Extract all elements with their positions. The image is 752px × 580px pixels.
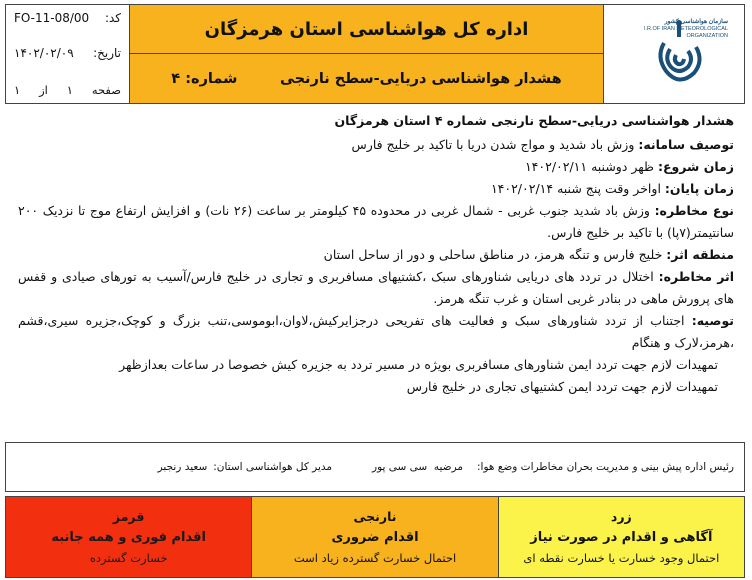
code-value: FO-11-08/00 [14,11,90,25]
level-orange-name: نارنجی [353,509,397,524]
warning-number: شماره: ۴ [171,70,238,87]
advice [18,310,734,354]
impact-label: اثر مخاطره: [658,269,734,284]
warning-subtitle: هشدار هواشناسی دریایی-سطح نارنجی [279,70,562,87]
level-orange [251,497,497,577]
level-yellow-desc: احتمال وجود خسارت یا خسارت نقطه ای [523,551,720,565]
level-red [6,497,251,577]
hazard-label: نوع مخاطره: [654,203,734,218]
date-value: ۱۴۰۲/۰۲/۰۹ [14,46,74,60]
level-red-name: قرمز [112,509,145,524]
advice-line-3: تمهیدات لازم جهت تردد ایمن کشتیهای تجاری در خلیج فارس [406,379,718,394]
director-label: مدیر کل هواشناسی استان: [213,461,333,473]
hazard-type [18,200,734,244]
director-name: سعید رنجبر [157,461,208,473]
forecast-head-label: رئیس اداره پیش بینی و مدیریت بحران مخاطرات وضع هوا: [477,461,734,473]
page-num: ۱ [66,83,73,97]
date-label: تاریخ: [93,46,121,60]
document-meta [6,5,130,103]
end-time [18,178,734,200]
affected-area [18,244,734,266]
page-of: از [39,83,48,97]
forecast-head-name: مرضیه سی سی پور [372,461,464,473]
page-total: ۱ [14,83,21,97]
level-red-action: اقدام فوری و همه جانبه [51,530,206,545]
warning-levels [5,496,745,578]
area-text: خلیج فارس و تنگه هرمز، در مناطق ساحلی و دور از ساحل استان [323,247,667,262]
level-red-desc: خسارت گسترده [89,551,168,565]
page-word: صفحه [91,83,121,97]
system-text: وزش باد شدید و مواج شدن دریا با تاکید بر خلیج فارس [351,137,639,152]
warning-body [18,110,734,398]
start-text: ظهر دوشنبه ۱۴۰۲/۰۲/۱۱ [524,159,658,174]
page-title: اداره کل هواشناسی استان هرمزگان [130,5,603,54]
hazard-text: وزش باد شدید جنوب غربی - شمال غربی در محدوده ۴۵ کیلومتر بر ساعت (۲۶ نات) و افزایش ارتفاع موج تا نزدیک ۲۰۰ سانتیمتر(۷پا) با تاکید بر خلیج فارس. [18,203,734,240]
hazard-impact [18,266,734,310]
level-orange-desc: احتمال خسارت گسترده زیاد است [293,551,457,565]
page-number-row [14,81,121,97]
logo-text-fa: سازمان هواشناسی کشور [664,19,728,25]
advice-label: توصیه: [691,313,734,328]
level-yellow-action: آگاهی و اقدام در صورت نیاز [530,530,713,545]
logo-text [630,19,728,40]
system-description [18,134,734,156]
logo-text-en: I.R.OF IRAN METEOROLOGICAL ORGANIZATION [643,26,728,39]
header-subtitle-row [130,54,603,103]
level-yellow-name: زرد [610,509,632,524]
end-label: زمان پایان: [664,181,734,196]
document-header [5,4,745,104]
level-yellow [498,497,744,577]
signature-row [5,442,745,492]
impact-text: اختلال در تردد های دریایی شناورهای سبک ،کشتیهای مسافربری و تجاری در خلیج فارس/آسیب به تورهای صیادی و قفس های پرورش ماهی در بنادر غربی استان و غرب تنگه هرمز. [18,269,734,306]
advice-line-2: تمهیدات لازم جهت تردد ایمن شناورهای مسافربری بویژه در مسیر تردد به جزیره کیش خصوصا در ساعات بعدازظهر [119,357,718,372]
system-label: توصیف سامانه: [638,137,734,152]
start-time [18,156,734,178]
header-title-block [130,5,604,103]
area-label: منطقه اثر: [666,247,734,262]
code-label: کد: [104,11,121,25]
warning-heading: هشدار هواشناسی دریایی-سطح نارنجی شماره ۴ استان هرمزگان [334,113,734,128]
organization-logo [604,5,744,103]
advice-text: اجتناب از تردد شناورهای سبک و فعالیت های تفریحی درجزایرکیش،لاوان،ابوموسی،تنب بزرگ و کوچک،جزیره سیری،قشم ،هرمز،لارک و هنگام [18,313,734,350]
date-row [14,46,121,60]
end-text: اواخر وقت پنج شنبه ۱۴۰۲/۰۲/۱۴ [490,181,665,196]
level-orange-action: اقدام ضروری [331,530,419,545]
code-row [14,11,121,25]
start-label: زمان شروع: [657,159,734,174]
